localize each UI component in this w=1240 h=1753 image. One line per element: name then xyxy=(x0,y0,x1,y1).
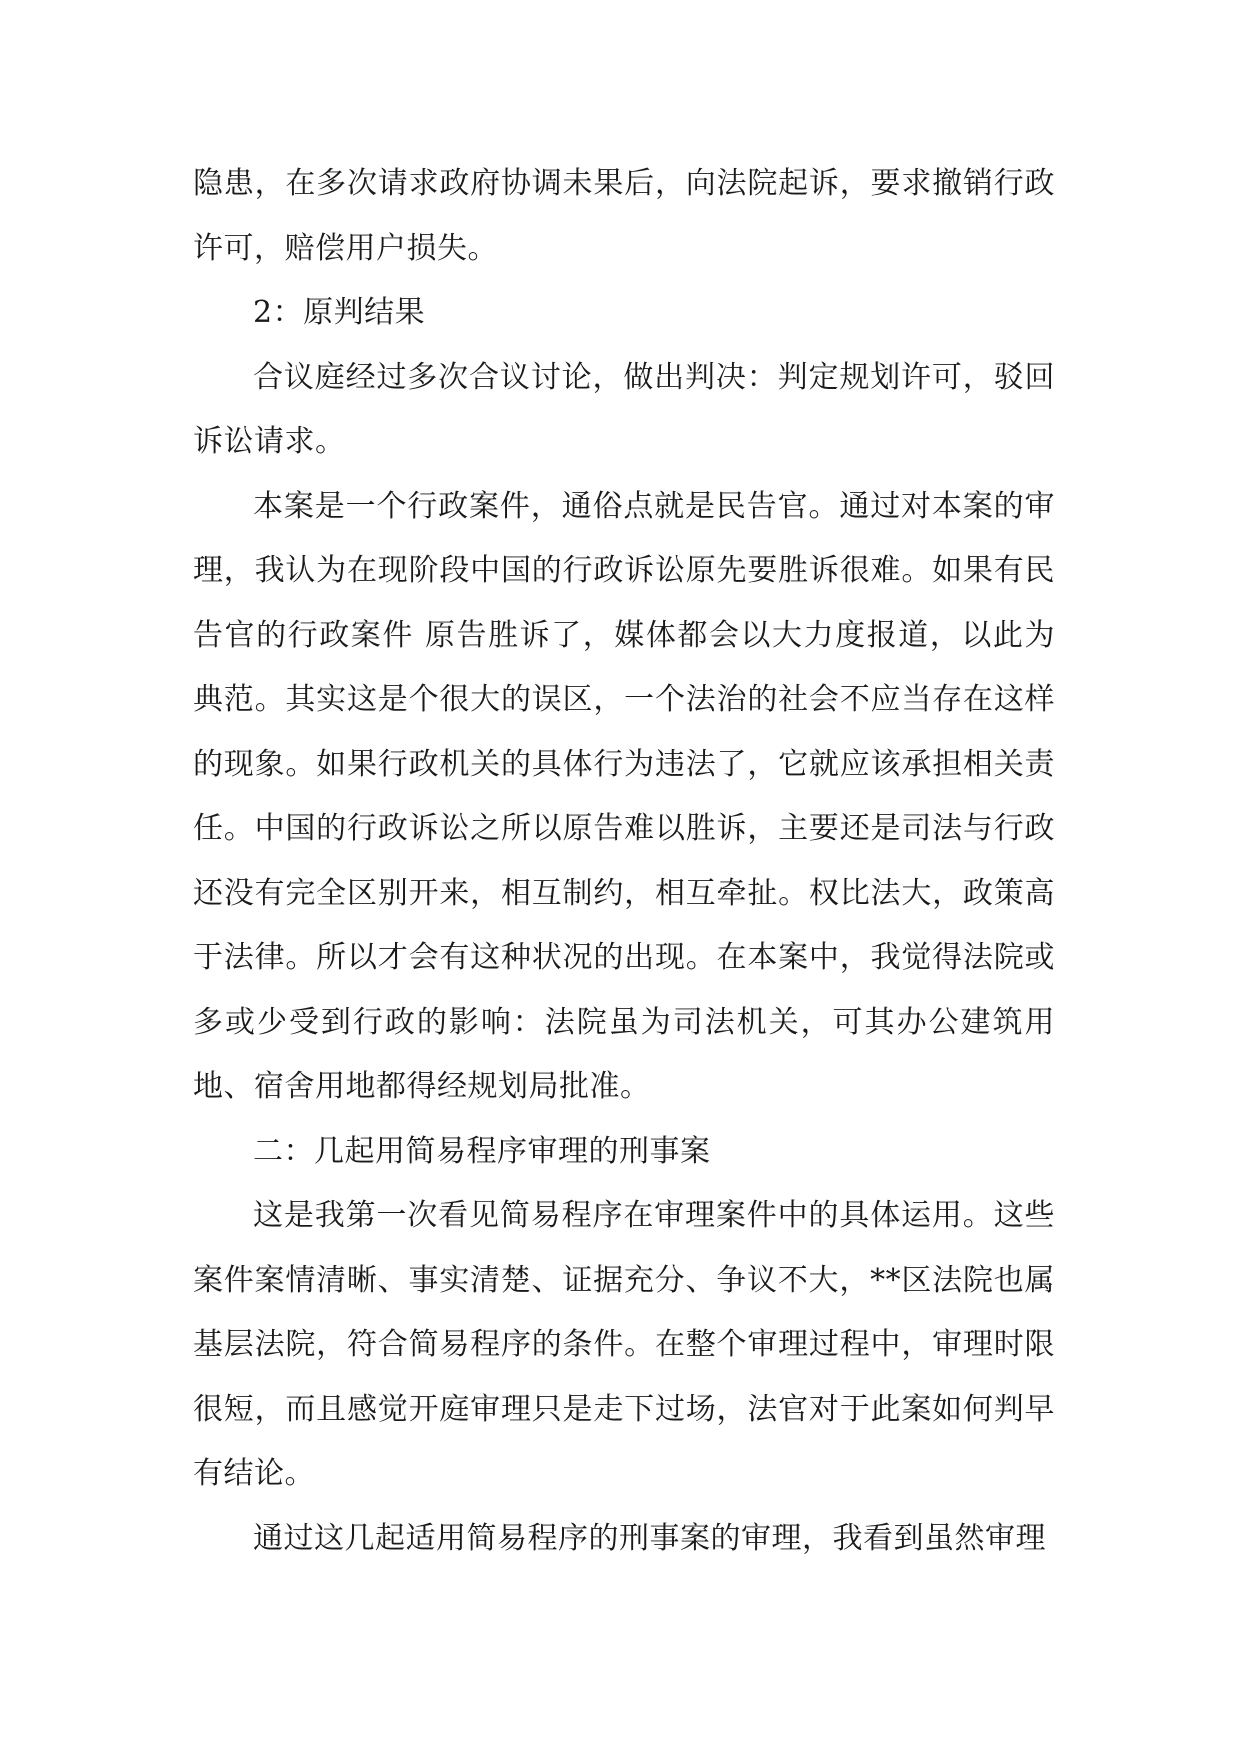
paragraph-analysis: 本案是一个行政案件，通俗点就是民告官。通过对本案的审理，我认为在现阶段中国的行政诉讼原先要胜诉很难。如果有民告官的行政案件 原告胜诉了，媒体都会以大力度报道，以此为典范。其实这是个很大的误区，一个法治的社会不应当存在这样的现象。如果行政机关的具体行为违法了，它就应该承担相关责任。中国的行政诉讼之所以原告难以胜诉，主要还是司法与行政还没有完全区别开来，相互制约，相互牵扯。权比法大，政策高于法律。所以才会有这种状况的出现。在本案中，我觉得法院或多或少受到行政的影响：法院虽为司法机关，可其办公建筑用地、宿舍用地都得经规划局批准。 xyxy=(193,488,1055,1104)
document-body xyxy=(193,152,1055,1571)
section-heading-original-judgment: 2：原判结果 xyxy=(253,295,426,330)
paragraph-conclusion-start: 通过这几起适用简易程序的刑事案的审理，我看到虽然审理 xyxy=(253,1520,1046,1556)
paragraph-simplified-procedure: 这是我第一次看见简易程序在审理案件中的具体运用。这些案件案情清晰、事实清楚、证据充分、争议不大，**区法院也属基层法院，符合简易程序的条件。在整个审理过程中，审理时限很短，而且感觉开庭审理只是走下过场，法官对于此案如何判早有结论。 xyxy=(193,1198,1055,1491)
paragraph-continuation: 隐患，在多次请求政府协调未果后，向法院起诉，要求撤销行政许可，赔偿用户损失。 xyxy=(193,166,1055,266)
paragraph-judgment: 合议庭经过多次合议讨论，做出判决：判定规划许可，驳回诉讼请求。 xyxy=(193,359,1055,459)
section-heading-criminal-cases: 二：几起用简易程序审理的刑事案 xyxy=(253,1133,711,1169)
